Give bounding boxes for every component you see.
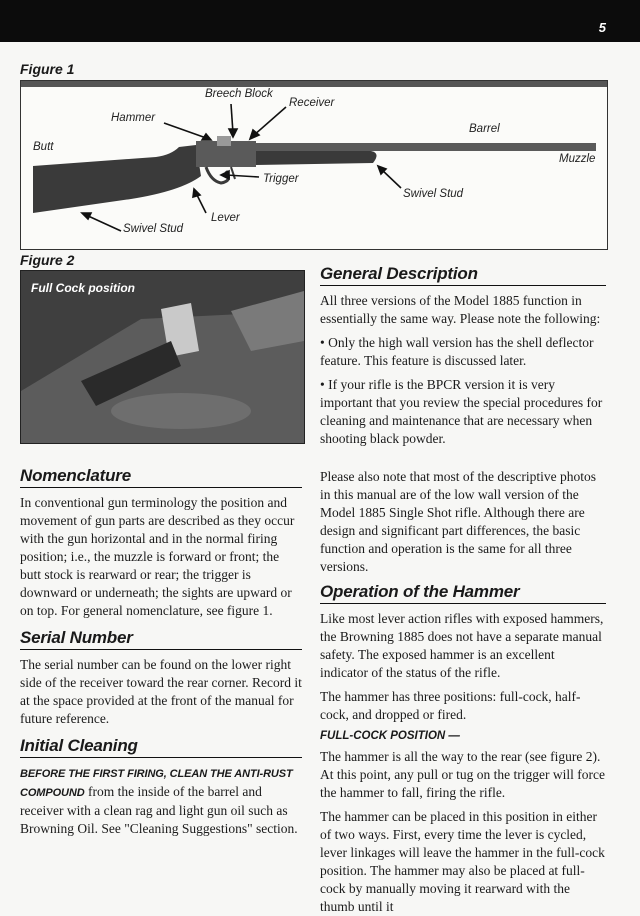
callout-trigger: Trigger (263, 173, 299, 185)
general-description-section (320, 264, 606, 448)
callout-lever: Lever (211, 212, 240, 224)
initial-cleaning-heading: Initial Cleaning (20, 736, 302, 758)
right-column-p1: Please also note that most of the descriptive photos in this manual are of the low wall version of the Model 1885 Single Shot rifle. Although there are design and significant part differences, the basic function and operation is the same for all three versions. (320, 469, 596, 574)
serial-number-heading: Serial Number (20, 628, 302, 650)
photo-receiver-highlight (111, 393, 251, 429)
callout-swivel-stud-front: Swivel Stud (403, 188, 464, 200)
general-description-p2: • Only the high wall version has the shell deflector feature. This feature is discussed later. (320, 335, 594, 368)
callout-swivel-stud-rear: Swivel Stud (123, 223, 184, 235)
callout-hammer: Hammer (111, 112, 156, 124)
figure1-rifle-diagram (20, 80, 608, 250)
general-description-p1: All three versions of the Model 1885 function in essentially the same way. Please note the following: (320, 293, 601, 326)
initial-cleaning-p1 (20, 764, 302, 838)
serial-number-p1: The serial number can be found on the lower right side of the receiver toward the rear corner. Record it at the space provided at the front of the manual for future reference. (20, 657, 302, 726)
rifle-breech-block (217, 136, 231, 146)
page-header-bar (0, 0, 640, 42)
figure2-label: Figure 2 (20, 252, 75, 268)
rifle-barrel-shape (256, 143, 596, 151)
callout-barrel: Barrel (469, 123, 500, 135)
initial-cleaning-text: from the inside of the barrel and receiver with a clean rag and light gun oil such as Browning Oil. See "Cleaning Suggestions" section. (20, 784, 298, 836)
figure2-photo (20, 270, 305, 444)
general-description-heading: General Description (320, 264, 606, 286)
right-column (320, 468, 606, 916)
figure2-caption: Full Cock position (31, 281, 135, 295)
figure1-label: Figure 1 (20, 61, 75, 77)
left-column (20, 466, 302, 838)
full-cock-subhead: FULL-COCK POSITION — (320, 730, 460, 742)
general-description-p3: • If your rifle is the BPCR version it is very important that you review the special procedures for cleaning and maintenance that are necessary when shooting black powder. (320, 377, 603, 446)
operation-hammer-p4: The hammer can be placed in this position in either of two ways. First, every time the lever is cycled, lever linkages will leave the hammer in the full-cock position. The hammer may also be placed at full-cock by manually moving it rearward with the thumb until it (320, 809, 605, 914)
rifle-trigger (231, 167, 235, 179)
operation-hammer-heading: Operation of the Hammer (320, 582, 606, 604)
callout-receiver: Receiver (289, 97, 335, 109)
callout-breech-block: Breech Block (205, 88, 273, 100)
operation-hammer-p1: Like most lever action rifles with exposed hammers, the Browning 1885 does not have a separate manual safety. The exposed hammer is an excellent indicator of the status of the rifle. (320, 611, 604, 680)
full-cock-photo-illustration (21, 271, 304, 443)
operation-hammer-p3: The hammer is all the way to the rear (see figure 2). At this point, any pull or tug on the trigger will force the hammer to fall, firing the rifle. (320, 749, 605, 800)
rifle-butt-stock (33, 145, 201, 213)
initial-cleaning-runin: BEFORE THE FIRST FIRING, CLEAN THE ANTI-RUST COMPOUND (20, 768, 293, 799)
callout-muzzle: Muzzle (559, 153, 596, 165)
page-number: 5 (598, 20, 606, 35)
operation-hammer-p2: The hammer has three positions: full-cock, half-cock, and dropped or fired. (320, 689, 581, 722)
callout-butt: Butt (33, 141, 54, 153)
nomenclature-heading: Nomenclature (20, 466, 302, 488)
rifle-forend (256, 151, 377, 165)
nomenclature-p1: In conventional gun terminology the position and movement of gun parts are described as they occur with the gun horizontal and in the normal firing position; i.e., the muzzle is forward or front; the butt stock is rearward or rear; the trigger is downward or underneath; the sights are upward or on top. For general nomenclature, see figure 1. (20, 495, 295, 618)
